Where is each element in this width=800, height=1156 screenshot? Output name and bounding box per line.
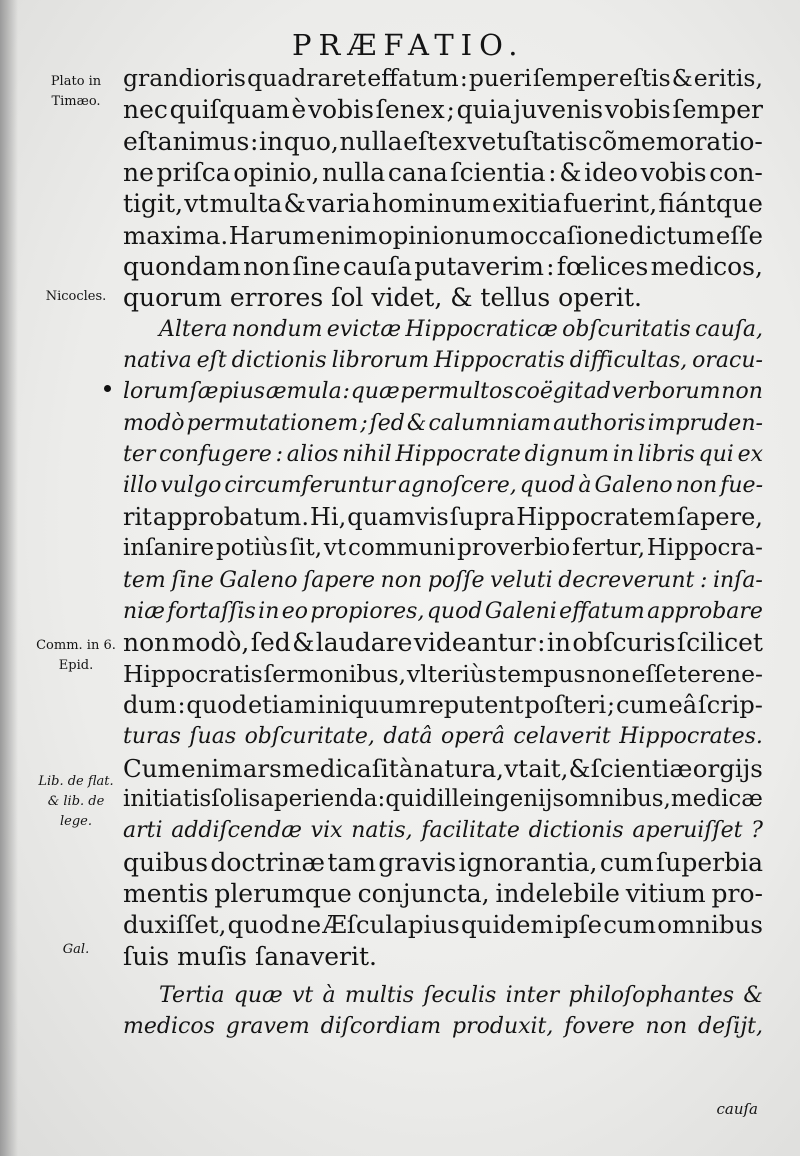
- word: non: [645, 1014, 688, 1040]
- word: ;: [607, 690, 616, 719]
- word: vobis: [604, 95, 671, 125]
- text-line: [123, 470, 763, 501]
- word: ſenex: [375, 95, 445, 125]
- word: opinio,: [233, 158, 320, 188]
- word: illo: [123, 473, 158, 499]
- word: mentis: [123, 878, 209, 908]
- word: authoris: [553, 410, 646, 436]
- text-line: [123, 909, 763, 940]
- word: poſſe: [427, 567, 485, 593]
- word: fovere: [564, 1014, 635, 1040]
- word: :: [249, 126, 259, 156]
- word: nulla: [339, 126, 403, 156]
- word: obſcuritate,: [244, 724, 375, 750]
- word: reputent: [418, 690, 524, 719]
- text-line: [123, 980, 763, 1011]
- word: agnoſcere,: [398, 473, 517, 499]
- word: enim: [315, 220, 378, 250]
- word: aperuiſſet: [632, 818, 743, 844]
- word: dictionis: [528, 818, 624, 844]
- word: cõmemoratio-: [588, 126, 763, 156]
- word: vt: [291, 982, 314, 1008]
- word: tigit,: [123, 189, 184, 219]
- word: gravis: [378, 847, 457, 877]
- word: è: [291, 95, 307, 125]
- text-line: [123, 565, 763, 596]
- word: &: [292, 628, 315, 658]
- word: ſit,: [289, 535, 323, 562]
- word: cauſa: [342, 252, 413, 282]
- word: libris: [637, 442, 695, 468]
- text-line: [123, 314, 763, 345]
- word: æmula: [265, 379, 342, 405]
- word: alios: [286, 442, 339, 468]
- word: approbare: [647, 598, 763, 624]
- text-line: [123, 94, 763, 125]
- word: à: [322, 982, 336, 1008]
- word: Cum: [123, 753, 181, 783]
- text-line: [123, 815, 763, 846]
- word: non: [675, 473, 718, 499]
- word: eſt: [196, 348, 227, 374]
- word: turas: [123, 724, 181, 750]
- word: fertur,: [572, 535, 646, 562]
- word: quibus: [123, 847, 209, 877]
- word: ignorantia,: [458, 847, 598, 877]
- word: dictum: [629, 220, 716, 250]
- word: verborum: [611, 379, 721, 405]
- word: occaſione: [509, 220, 629, 250]
- word: ſapere,: [676, 502, 763, 531]
- word: quid: [385, 785, 437, 812]
- word: non: [721, 379, 763, 405]
- word: celaverit: [513, 724, 611, 750]
- word: ingenijs: [472, 785, 565, 812]
- word: indelebile: [495, 878, 620, 908]
- word: datâ: [383, 724, 433, 750]
- word: circumferuntur: [224, 473, 396, 499]
- word: ſolis: [211, 785, 261, 812]
- word: Hippocraticæ: [405, 316, 558, 342]
- text-line: [123, 63, 763, 94]
- word: ſcrip-: [697, 690, 763, 719]
- word: addiſcendæ: [171, 818, 302, 844]
- text-line: [123, 251, 763, 282]
- word: gravem: [225, 1014, 310, 1040]
- word: dignum: [524, 442, 610, 468]
- word: ſemper: [532, 64, 618, 92]
- word: medicæ: [670, 785, 763, 812]
- word: &: [671, 64, 693, 92]
- word: quiſquam: [169, 95, 290, 125]
- word: quod: [519, 473, 576, 499]
- word: ſcilicet: [676, 628, 763, 658]
- word: cana: [387, 158, 448, 188]
- word: cum: [603, 910, 657, 940]
- text-line: [123, 220, 763, 251]
- word: Galeni: [484, 598, 557, 624]
- text-line: [123, 533, 763, 564]
- word: quo,: [283, 126, 339, 156]
- word: poſteri: [524, 690, 607, 719]
- word: iniquum: [317, 690, 418, 719]
- word: ille: [437, 785, 473, 812]
- word: fortaſſis: [167, 598, 256, 624]
- word: Harum: [228, 220, 316, 250]
- text-line: [123, 721, 763, 752]
- word: proverbio: [457, 535, 571, 562]
- word: non: [123, 628, 171, 658]
- text-line: [123, 596, 763, 627]
- word: :: [537, 628, 546, 658]
- word: :: [342, 379, 350, 405]
- word: potiùs: [216, 535, 288, 562]
- word: lorum: [123, 379, 189, 405]
- word: omnibus: [657, 910, 763, 940]
- word: &: [406, 410, 427, 436]
- word: vt: [323, 535, 347, 562]
- word: fue-: [720, 473, 763, 499]
- word: ait,: [528, 753, 569, 783]
- word: Hippocratis: [434, 348, 565, 374]
- margin-note-nicocles: Nicocles.: [45, 289, 107, 304]
- word: medica: [281, 753, 372, 783]
- word: grandioris: [123, 64, 246, 92]
- body-text: [123, 63, 763, 1043]
- word: permultos: [400, 379, 514, 405]
- word: obſcuris: [572, 628, 676, 658]
- word: Hippocrates.: [619, 724, 763, 750]
- word: ;: [446, 95, 455, 125]
- text-line: [123, 439, 763, 470]
- word: modò,: [171, 628, 250, 658]
- word: nondum: [231, 316, 323, 342]
- word: multis: [344, 982, 415, 1008]
- word: :: [546, 252, 555, 282]
- word: omnibus,: [564, 785, 671, 812]
- word: Æſculapius: [322, 910, 460, 940]
- word: non: [380, 567, 423, 593]
- word: opinionum: [377, 220, 510, 250]
- word: ſit: [371, 753, 399, 783]
- word: laudare: [315, 628, 413, 658]
- word: aperienda: [260, 785, 378, 812]
- word: :: [275, 442, 283, 468]
- word: ſuperbia: [655, 847, 763, 877]
- text-line: ſuis muſis ſanaverit.: [123, 941, 377, 971]
- word: &: [568, 753, 591, 783]
- word: vlteriùs: [406, 659, 497, 688]
- word: inter: [505, 982, 560, 1008]
- word: Galeno: [594, 473, 673, 499]
- word: vt: [504, 753, 528, 783]
- word: con-: [709, 158, 763, 188]
- word: vobis: [640, 158, 707, 188]
- word: vt: [184, 189, 209, 219]
- word: produxit,: [452, 1014, 554, 1040]
- word: quamvis: [347, 502, 449, 531]
- word: quod: [227, 910, 290, 940]
- margin-note-gal: Gal.: [62, 942, 90, 957]
- word: ſermonibus,: [263, 659, 407, 688]
- word: difficultas,: [569, 348, 688, 374]
- word: ſed: [369, 410, 405, 436]
- word: Hippocrate: [395, 442, 521, 468]
- word: doctrinæ: [210, 847, 326, 877]
- word: oracu-: [692, 348, 763, 374]
- word: tam: [327, 847, 377, 877]
- word: conjuncta,: [357, 878, 490, 908]
- word: :: [177, 690, 186, 719]
- word: arti: [123, 818, 163, 844]
- word: quod: [186, 690, 248, 719]
- word: Hi,: [309, 502, 347, 531]
- word: putaverim: [414, 252, 544, 282]
- text-line: [123, 753, 763, 784]
- word: à: [398, 753, 414, 783]
- word: rit: [123, 502, 152, 531]
- word: qui: [698, 442, 734, 468]
- word: eſſe: [715, 220, 763, 250]
- word: ars: [242, 753, 282, 783]
- word: tem: [123, 567, 166, 593]
- word: exitia: [491, 189, 562, 219]
- word: ter: [123, 442, 156, 468]
- word: eo: [281, 598, 309, 624]
- word: vobis: [307, 95, 374, 125]
- word: quæ: [233, 982, 283, 1008]
- word: Tertia: [159, 982, 225, 1008]
- word: veluti: [490, 567, 553, 593]
- word: facilitate: [421, 818, 520, 844]
- text-line: quorum errores ſol videt, & tellus operit.: [123, 283, 642, 313]
- word: librorum: [331, 348, 430, 374]
- catchword: cauſa: [716, 1100, 758, 1118]
- text-line: [123, 690, 763, 721]
- word: operâ: [440, 724, 505, 750]
- word: &: [743, 982, 763, 1008]
- word: nec: [123, 95, 168, 125]
- word: ne: [123, 158, 154, 188]
- word: ſcientiæ: [590, 753, 693, 783]
- word: ex: [737, 442, 763, 468]
- word: eâ: [668, 690, 698, 719]
- word: diſcordiam: [320, 1014, 442, 1040]
- word: approbatum.: [152, 502, 309, 531]
- word: &: [283, 189, 306, 219]
- word: vitium: [625, 878, 706, 908]
- word: calumniam: [428, 410, 552, 436]
- text-line: [123, 376, 763, 407]
- word: ;: [360, 410, 368, 436]
- text-line: [123, 627, 763, 658]
- word: natis,: [351, 818, 413, 844]
- word: ſeculis: [423, 982, 497, 1008]
- word: non: [243, 252, 291, 282]
- word: Hippocratem: [516, 502, 676, 531]
- word: inſanire: [123, 535, 215, 562]
- word: impruden-: [647, 410, 763, 436]
- word: quod: [426, 598, 483, 624]
- word: eſt: [123, 126, 158, 156]
- word: cum: [616, 690, 668, 719]
- word: hominum: [372, 189, 491, 219]
- word: quadraret: [247, 64, 367, 92]
- word: enim: [181, 753, 243, 783]
- word: ſcientia: [450, 158, 546, 188]
- word: fiántque: [658, 189, 763, 219]
- word: quondam: [123, 252, 241, 282]
- margin-note-lib-de-flat: Lib. de flat. & lib. de lege.: [38, 774, 114, 829]
- word: coëgit: [514, 379, 583, 405]
- word: propiores,: [310, 598, 425, 624]
- word: cum: [599, 847, 654, 877]
- word: effatum: [367, 64, 459, 92]
- word: quidem: [460, 910, 554, 940]
- word: natura,: [413, 753, 504, 783]
- word: in: [259, 126, 284, 156]
- word: :: [699, 567, 708, 593]
- text-line: [123, 188, 763, 219]
- word: in: [258, 598, 280, 624]
- word: ne: [290, 910, 322, 940]
- word: decreverunt: [558, 567, 695, 593]
- word: ex: [437, 126, 467, 156]
- word: eſtis: [619, 64, 671, 92]
- word: medicos,: [650, 252, 763, 282]
- word: philoſophantes: [568, 982, 735, 1008]
- word: :: [377, 785, 386, 812]
- word: niæ: [123, 598, 165, 624]
- word: ipſe: [554, 910, 603, 940]
- word: priſca: [156, 158, 231, 188]
- word: ſemper: [672, 95, 763, 125]
- word: ſine: [292, 252, 341, 282]
- word: in: [612, 442, 635, 468]
- word: ſæpius: [189, 379, 266, 405]
- word: pueri: [468, 64, 532, 92]
- word: permutationem: [186, 410, 359, 436]
- word: pro-: [711, 878, 763, 908]
- word: Galeno: [219, 567, 298, 593]
- ink-mark: [104, 385, 111, 392]
- word: eſt: [403, 126, 438, 156]
- word: videantur: [413, 628, 536, 658]
- word: tempus: [497, 659, 586, 688]
- word: communi: [347, 535, 456, 562]
- text-line: [123, 784, 763, 815]
- text-line: [123, 408, 763, 439]
- word: vulgo: [160, 473, 222, 499]
- word: juvenis: [513, 95, 604, 125]
- word: nihil: [342, 442, 392, 468]
- word: eritis,: [693, 64, 763, 92]
- text-line: [123, 502, 763, 533]
- word: dum: [123, 690, 177, 719]
- word: à: [578, 473, 592, 499]
- text-line: [123, 659, 763, 690]
- text-line: [123, 1011, 763, 1042]
- text-line: [123, 126, 763, 157]
- word: orgijs: [692, 753, 763, 783]
- word: nulla: [322, 158, 386, 188]
- word: dictionis: [231, 348, 327, 374]
- text-line: [123, 878, 763, 909]
- word: effatum: [559, 598, 645, 624]
- word: inſa-: [712, 567, 763, 593]
- word: modò: [123, 410, 185, 436]
- word: quæ: [350, 379, 400, 405]
- word: ſupra: [449, 502, 516, 531]
- word: ſine: [171, 567, 214, 593]
- word: etiam: [247, 690, 317, 719]
- margin-note-plato: Plato in Timæo.: [50, 74, 102, 109]
- word: ſuas: [189, 724, 237, 750]
- word: vix: [310, 818, 343, 844]
- word: duxiſſet,: [123, 910, 227, 940]
- word: Hippocra-: [646, 535, 763, 562]
- word: medicos: [123, 1014, 215, 1040]
- word: animus: [157, 126, 250, 156]
- word: ſapere: [303, 567, 376, 593]
- word: initiatis: [123, 785, 212, 812]
- text-line: [123, 157, 763, 188]
- word: quia: [456, 95, 512, 125]
- word: fuerint,: [562, 189, 658, 219]
- word: maxima.: [123, 220, 229, 250]
- word: multa: [209, 189, 283, 219]
- word: plerumque: [214, 878, 352, 908]
- word: &: [559, 158, 582, 188]
- word: eſſe: [631, 659, 677, 688]
- running-head: PRÆFATIO.: [292, 28, 525, 62]
- text-line: [123, 847, 763, 878]
- word: Hippocratis: [123, 659, 263, 688]
- word: vetuſtatis: [467, 126, 588, 156]
- word: :: [459, 64, 468, 92]
- word: cauſa,: [695, 316, 763, 342]
- text-line: [123, 345, 763, 376]
- word: ideo: [584, 158, 638, 188]
- word: non: [586, 659, 631, 688]
- word: obſcuritatis: [562, 316, 691, 342]
- word: :: [548, 158, 557, 188]
- word: nativa: [123, 348, 192, 374]
- word: in: [546, 628, 571, 658]
- margin-note-comm-epid: Comm. in 6. Epid.: [36, 638, 116, 673]
- word: ad: [583, 379, 611, 405]
- word: confugere: [159, 442, 272, 468]
- word: ?: [751, 818, 763, 844]
- word: fœlices: [556, 252, 649, 282]
- word: terene-: [677, 659, 763, 688]
- word: Altera: [159, 316, 228, 342]
- word: evictæ: [326, 316, 402, 342]
- word: ſed: [250, 628, 291, 658]
- word: deſijt,: [698, 1014, 763, 1040]
- word: varia: [306, 189, 371, 219]
